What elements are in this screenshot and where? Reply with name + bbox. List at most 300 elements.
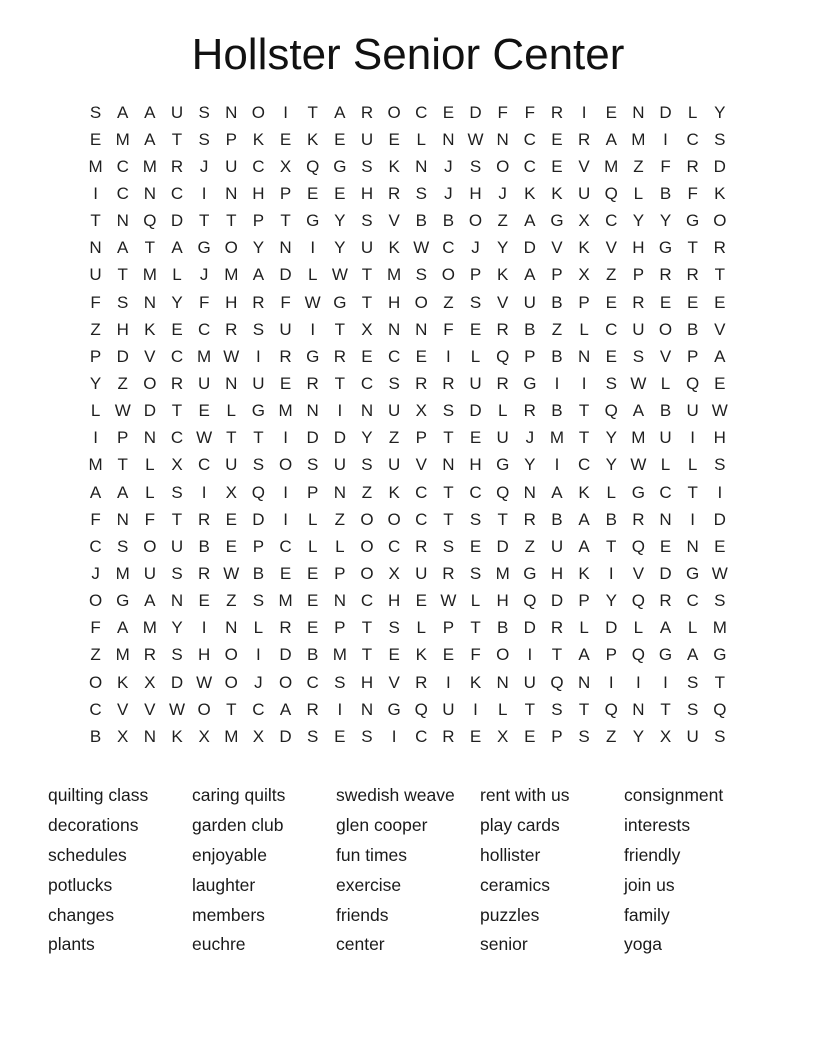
grid-letter: U xyxy=(659,428,672,448)
grid-letter: I xyxy=(690,509,696,529)
grid-letter: S xyxy=(307,455,319,475)
grid-letter: L xyxy=(606,482,616,502)
grid-letter: T xyxy=(524,699,536,719)
grid-letter: V xyxy=(388,211,400,231)
grid-letter: D xyxy=(523,618,536,638)
grid-letter: A xyxy=(334,102,346,122)
grid-letter: G xyxy=(306,211,320,231)
grid-letter: D xyxy=(469,102,482,122)
grid-letter: J xyxy=(199,156,209,176)
grid-letter: E xyxy=(605,102,617,122)
grid-letter: K xyxy=(578,238,590,258)
grid-letter: T xyxy=(226,211,237,231)
grid-letter: Y xyxy=(605,591,617,611)
grid-letter: Y xyxy=(632,211,645,231)
grid-letter: F xyxy=(90,509,101,529)
grid-letter: R xyxy=(632,292,645,312)
grid-letter: Y xyxy=(524,455,536,475)
grid-letter: C xyxy=(89,699,102,719)
grid-letter: J xyxy=(444,183,453,203)
grid-letter: C xyxy=(523,129,536,149)
grid-letter: D xyxy=(170,672,184,692)
grid-letter: S xyxy=(117,292,129,312)
grid-letter: W xyxy=(413,238,430,258)
grid-letter: R xyxy=(659,265,672,285)
grid-letter: T xyxy=(226,428,237,448)
grid-letter: O xyxy=(713,211,727,231)
grid-letter: G xyxy=(658,238,673,258)
word-item: fun times xyxy=(336,844,407,865)
grid-letter: Z xyxy=(606,726,617,746)
grid-letter: G xyxy=(251,401,266,421)
word-item: decorations xyxy=(48,815,139,836)
grid-letter: D xyxy=(279,265,292,285)
grid-letter: K xyxy=(171,726,183,746)
grid-letter: R xyxy=(496,373,509,393)
word-item: yoga xyxy=(624,934,662,955)
grid-letter: R xyxy=(713,238,726,258)
grid-letter: P xyxy=(469,265,482,285)
grid-letter: K xyxy=(388,238,400,258)
grid-letter: S xyxy=(388,618,400,638)
grid-letter: W xyxy=(196,672,213,692)
grid-letter: E xyxy=(442,102,455,122)
grid-letter: U xyxy=(279,319,292,339)
grid-letter: A xyxy=(252,265,265,285)
grid-letter: W xyxy=(630,455,647,475)
grid-letter: F xyxy=(470,645,481,665)
grid-letter: N xyxy=(116,509,129,529)
grid-letter: E xyxy=(686,292,699,312)
grid-letter: W xyxy=(223,563,240,583)
grid-letter: M xyxy=(387,265,402,285)
grid-letter: J xyxy=(471,238,480,258)
grid-letter: C xyxy=(170,183,184,203)
grid-letter: N xyxy=(143,726,156,746)
grid-letter: U xyxy=(333,455,346,475)
grid-letter: O xyxy=(143,536,157,556)
grid-letter: U xyxy=(143,563,156,583)
grid-letter: W xyxy=(223,346,240,366)
grid-letter: R xyxy=(197,509,211,529)
grid-letter: R xyxy=(415,672,428,692)
grid-letter: S xyxy=(415,265,427,285)
grid-letter: M xyxy=(142,618,157,638)
grid-letter: A xyxy=(524,265,536,285)
grid-letter: E xyxy=(225,509,237,529)
grid-letter: T xyxy=(470,618,481,638)
word-item: garden club xyxy=(192,815,284,836)
grid-letter: P xyxy=(605,645,617,665)
grid-letter: M xyxy=(631,129,646,149)
grid-letter: I xyxy=(283,102,288,122)
grid-letter: I xyxy=(201,482,207,502)
grid-letter: G xyxy=(496,455,510,475)
grid-letter: G xyxy=(333,292,347,312)
grid-letter: R xyxy=(252,292,265,312)
word-item: exercise xyxy=(336,874,402,895)
grid-letter: L xyxy=(307,265,318,285)
grid-letter: E xyxy=(307,591,319,611)
grid-letter: T xyxy=(361,292,373,312)
grid-letter: L xyxy=(470,591,481,611)
grid-letter: B xyxy=(442,211,455,231)
grid-letter: M xyxy=(224,726,239,746)
word-item: interests xyxy=(624,815,691,836)
grid-letter: G xyxy=(116,591,130,611)
grid-letter: J xyxy=(498,183,507,203)
grid-letter: H xyxy=(252,183,265,203)
grid-letter: L xyxy=(687,102,698,122)
grid-letter: G xyxy=(197,238,211,258)
grid-letter: Z xyxy=(633,156,644,176)
grid-letter: P xyxy=(686,346,699,366)
grid-letter: Q xyxy=(414,699,428,719)
grid-letter: B xyxy=(659,183,672,203)
grid-letter: A xyxy=(632,401,645,421)
grid-letter: I xyxy=(283,509,288,529)
grid-letter: B xyxy=(686,319,699,339)
grid-letter: P xyxy=(279,183,292,203)
grid-letter: C xyxy=(415,482,428,502)
grid-letter: I xyxy=(310,319,316,339)
grid-letter: T xyxy=(443,482,454,502)
grid-letter: S xyxy=(686,672,699,692)
grid-letter: E xyxy=(714,536,726,556)
grid-letter: L xyxy=(226,401,236,421)
grid-letter: H xyxy=(632,238,645,258)
grid-letter: H xyxy=(387,591,401,611)
grid-letter: G xyxy=(686,211,700,231)
grid-letter: P xyxy=(415,428,427,448)
grid-letter: P xyxy=(225,129,237,149)
grid-letter: Z xyxy=(388,428,400,448)
grid-letter: I xyxy=(201,183,207,203)
grid-letter: E xyxy=(415,346,427,366)
grid-letter: R xyxy=(306,373,319,393)
grid-letter: T xyxy=(144,238,156,258)
grid-letter: D xyxy=(469,401,482,421)
grid-letter: O xyxy=(224,238,238,258)
grid-letter: E xyxy=(469,536,482,556)
grid-letter: L xyxy=(416,618,426,638)
grid-letter: R xyxy=(197,563,211,583)
grid-letter: I xyxy=(446,672,451,692)
grid-letter: Z xyxy=(226,591,237,611)
grid-letter: P xyxy=(551,265,563,285)
grid-letter: N xyxy=(415,156,428,176)
grid-letter: T xyxy=(714,672,725,692)
grid-letter: A xyxy=(578,509,590,529)
grid-letter: M xyxy=(197,346,212,366)
grid-letter: L xyxy=(633,183,644,203)
grid-letter: K xyxy=(117,672,129,692)
word-item: family xyxy=(624,904,670,925)
grid-letter: P xyxy=(524,346,536,366)
grid-letter: R xyxy=(550,618,564,638)
grid-letter: N xyxy=(225,102,238,122)
grid-letter: T xyxy=(334,373,346,393)
grid-letter: B xyxy=(605,509,617,529)
grid-letter: Q xyxy=(496,346,510,366)
grid-letter: E xyxy=(198,401,210,421)
grid-letter: I xyxy=(473,699,478,719)
grid-letter: T xyxy=(253,428,264,448)
word-item: changes xyxy=(48,904,115,925)
grid-letter: C xyxy=(360,591,374,611)
grid-letter: L xyxy=(579,319,589,339)
grid-letter: N xyxy=(496,129,509,149)
grid-letter: D xyxy=(713,509,726,529)
grid-letter: D xyxy=(143,401,156,421)
grid-letter: V xyxy=(497,292,509,312)
grid-letter: P xyxy=(117,428,129,448)
grid-letter: L xyxy=(660,455,671,475)
grid-letter: B xyxy=(551,401,563,421)
grid-letter: L xyxy=(687,618,698,638)
grid-letter: M xyxy=(224,265,239,285)
grid-letter: R xyxy=(387,183,401,203)
grid-letter: O xyxy=(251,102,266,122)
letter-grid xyxy=(82,99,734,750)
grid-letter: V xyxy=(578,156,590,176)
grid-letter: I xyxy=(608,563,614,583)
grid-letter: N xyxy=(632,699,645,719)
grid-letter: E xyxy=(551,129,563,149)
grid-letter: Q xyxy=(604,183,618,203)
grid-letter: E xyxy=(524,726,536,746)
grid-letter: U xyxy=(496,428,509,448)
grid-letter: F xyxy=(524,102,536,122)
grid-letter: S xyxy=(714,129,726,149)
grid-letter: C xyxy=(577,455,591,475)
grid-letter: W xyxy=(711,401,728,421)
grid-letter: G xyxy=(306,346,320,366)
grid-letter: I xyxy=(93,428,98,448)
grid-letter: K xyxy=(388,156,400,176)
grid-letter: I xyxy=(391,726,397,746)
grid-letter: T xyxy=(117,455,128,475)
grid-letter: T xyxy=(687,482,698,502)
grid-letter: X xyxy=(578,265,590,285)
grid-letter: D xyxy=(252,509,265,529)
grid-letter: U xyxy=(252,373,265,393)
grid-letter: Q xyxy=(306,156,320,176)
grid-letter: K xyxy=(497,265,509,285)
grid-letter: I xyxy=(337,699,343,719)
grid-letter: B xyxy=(89,726,102,746)
grid-letter: Z xyxy=(117,373,128,393)
grid-letter: S xyxy=(198,129,210,149)
grid-letter: I xyxy=(636,672,641,692)
grid-letter: O xyxy=(278,672,293,692)
grid-letter: U xyxy=(225,156,238,176)
grid-letter: N xyxy=(225,183,238,203)
grid-letter: H xyxy=(550,563,564,583)
grid-letter: C xyxy=(170,346,184,366)
word-item: puzzles xyxy=(480,904,540,925)
grid-letter: R xyxy=(225,319,238,339)
grid-letter: I xyxy=(608,672,614,692)
grid-letter: X xyxy=(578,211,590,231)
grid-letter: D xyxy=(523,238,536,258)
word-column xyxy=(48,781,192,960)
grid-letter: C xyxy=(686,591,699,611)
grid-letter: C xyxy=(306,672,319,692)
grid-letter: X xyxy=(252,726,265,746)
grid-letter: K xyxy=(144,319,156,339)
grid-letter: D xyxy=(713,156,726,176)
grid-letter: P xyxy=(578,292,590,312)
grid-letter: I xyxy=(690,428,696,448)
grid-letter: O xyxy=(224,672,238,692)
grid-letter: N xyxy=(442,129,455,149)
grid-letter: W xyxy=(304,292,321,312)
grid-letter: C xyxy=(116,156,129,176)
grid-letter: S xyxy=(686,699,699,719)
grid-letter: Z xyxy=(606,265,617,285)
grid-letter: T xyxy=(226,699,237,719)
grid-letter: T xyxy=(714,265,725,285)
grid-letter: M xyxy=(278,591,293,611)
grid-letter: J xyxy=(525,428,535,448)
grid-letter: Y xyxy=(497,238,509,258)
grid-letter: C xyxy=(279,536,292,556)
grid-letter: O xyxy=(360,509,374,529)
grid-letter: D xyxy=(279,726,292,746)
grid-letter: H xyxy=(197,645,211,665)
grid-letter: R xyxy=(686,156,699,176)
word-item: friendly xyxy=(624,844,681,865)
word-column xyxy=(336,781,480,960)
grid-letter: S xyxy=(551,699,563,719)
grid-letter: U xyxy=(686,726,699,746)
grid-letter: C xyxy=(170,428,184,448)
word-item: consignment xyxy=(624,785,724,806)
grid-letter: N xyxy=(496,672,509,692)
grid-letter: X xyxy=(171,455,183,475)
grid-letter: E xyxy=(442,645,455,665)
grid-letter: U xyxy=(632,319,645,339)
grid-letter: I xyxy=(663,672,668,692)
grid-letter: T xyxy=(90,211,101,231)
grid-letter: T xyxy=(361,645,373,665)
grid-letter: R xyxy=(442,726,455,746)
grid-letter: T xyxy=(551,645,563,665)
grid-letter: E xyxy=(659,292,672,312)
word-item: members xyxy=(192,904,265,925)
grid-letter: T xyxy=(171,129,183,149)
grid-letter: O xyxy=(197,699,211,719)
grid-letter: A xyxy=(117,482,129,502)
grid-letter: R xyxy=(523,509,536,529)
grid-letter: L xyxy=(145,482,155,502)
grid-letter: A xyxy=(659,618,672,638)
grid-letter: C xyxy=(415,509,428,529)
grid-letter: O xyxy=(387,509,401,529)
grid-letter: T xyxy=(443,428,454,448)
grid-letter: S xyxy=(252,455,265,475)
grid-letter: K xyxy=(415,645,427,665)
grid-letter: S xyxy=(714,455,726,475)
grid-letter: E xyxy=(307,618,319,638)
grid-letter: Y xyxy=(605,455,617,475)
grid-letter: X xyxy=(497,726,509,746)
grid-letter: H xyxy=(469,183,482,203)
grid-letter: S xyxy=(171,563,183,583)
grid-letter: V xyxy=(659,346,672,366)
grid-letter: O xyxy=(88,591,103,611)
grid-letter: V xyxy=(144,346,156,366)
grid-letter: T xyxy=(198,211,210,231)
grid-letter: F xyxy=(90,618,101,638)
grid-letter: K xyxy=(578,563,590,583)
grid-letter: C xyxy=(116,183,129,203)
grid-letter: E xyxy=(388,645,400,665)
grid-letter: R xyxy=(686,265,699,285)
word-item: glen cooper xyxy=(336,815,428,836)
grid-letter: O xyxy=(143,373,157,393)
grid-letter: L xyxy=(497,401,508,421)
grid-letter: S xyxy=(388,373,400,393)
grid-letter: N xyxy=(143,183,156,203)
grid-letter: C xyxy=(605,319,618,339)
grid-letter: F xyxy=(198,292,210,312)
grid-letter: O xyxy=(387,102,401,122)
grid-letter: S xyxy=(469,509,482,529)
grid-letter: P xyxy=(307,482,319,502)
grid-letter: S xyxy=(334,672,346,692)
grid-letter: D xyxy=(550,591,564,611)
grid-letter: T xyxy=(660,699,671,719)
grid-letter: R xyxy=(442,373,455,393)
grid-letter: K xyxy=(388,482,400,502)
grid-letter: N xyxy=(686,536,699,556)
grid-letter: M xyxy=(495,563,510,583)
grid-letter: U xyxy=(387,401,401,421)
grid-letter: X xyxy=(117,726,129,746)
grid-letter: L xyxy=(307,536,318,556)
grid-letter: T xyxy=(443,509,454,529)
grid-letter: M xyxy=(332,645,347,665)
word-item: swedish weave xyxy=(336,785,455,806)
grid-letter: E xyxy=(714,292,726,312)
grid-letter: C xyxy=(387,536,401,556)
grid-letter: X xyxy=(388,563,400,583)
grid-letter: H xyxy=(116,319,129,339)
grid-letter: D xyxy=(306,428,319,448)
grid-letter: C xyxy=(197,319,211,339)
grid-letter: M xyxy=(712,618,727,638)
grid-letter: Y xyxy=(361,428,373,448)
grid-letter: R xyxy=(415,373,428,393)
grid-letter: G xyxy=(333,156,347,176)
grid-letter: H xyxy=(225,292,238,312)
grid-letter: L xyxy=(497,699,508,719)
grid-letter: Z xyxy=(497,211,508,231)
grid-letter: B xyxy=(524,319,536,339)
grid-letter: Y xyxy=(714,102,726,122)
grid-letter: L xyxy=(687,455,698,475)
grid-letter: U xyxy=(170,102,184,122)
grid-letter: I xyxy=(201,618,207,638)
grid-letter: Y xyxy=(334,238,346,258)
grid-letter: G xyxy=(550,211,564,231)
grid-letter: Q xyxy=(631,645,645,665)
grid-letter: H xyxy=(496,591,509,611)
grid-letter: U xyxy=(577,183,591,203)
grid-letter: V xyxy=(551,238,563,258)
